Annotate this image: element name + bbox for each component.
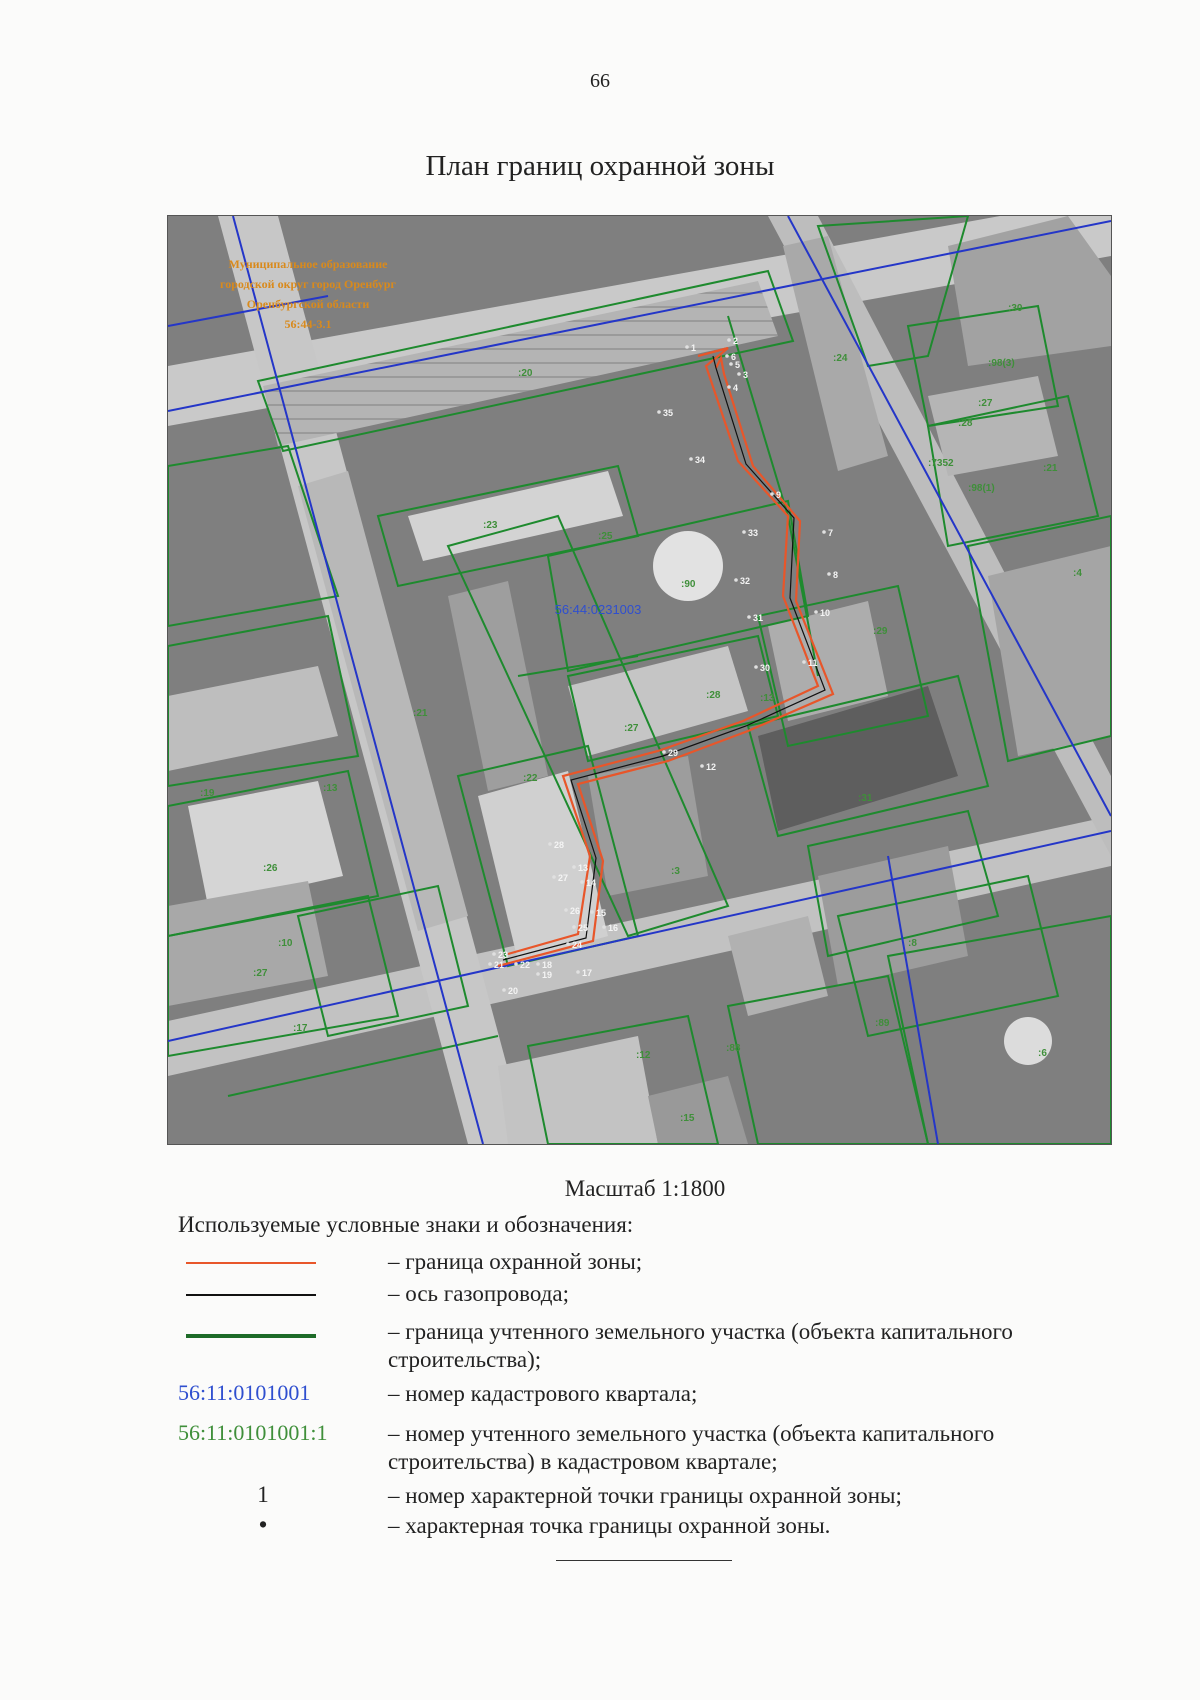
map-canvas [168, 216, 1111, 1144]
legend-heading: Используемые условные знаки и обозначения: [178, 1212, 634, 1237]
municipality-label: городской округ город Оренбург [220, 277, 396, 291]
parcel-number: :21 [1043, 463, 1058, 474]
point-number: 9 [776, 490, 782, 500]
parcel-number: :24 [833, 353, 848, 364]
point-dot [747, 615, 751, 619]
point-dot [566, 942, 570, 946]
legend-symbol: 1 [257, 1482, 269, 1507]
parcel-number: :90 [681, 579, 696, 590]
point-number: 8 [833, 570, 839, 580]
point-dot [662, 750, 666, 754]
parcel-number: :4 [1073, 568, 1082, 579]
point-number: 29 [668, 748, 679, 758]
orange-line-icon [186, 1262, 316, 1264]
point-dot [564, 908, 568, 912]
point-dot [814, 610, 818, 614]
footer-rule [556, 1560, 732, 1561]
point-number: 25 [578, 923, 589, 933]
parcel-number: :21 [413, 708, 428, 719]
point-number: 17 [582, 968, 593, 978]
legend-text: – характерная точка границы охранной зоны. [388, 1512, 1088, 1540]
parcel-number: :29 [873, 626, 888, 637]
quarter-number: 56:44:0231003 [554, 602, 642, 617]
point-number: 24 [572, 940, 583, 950]
point-number: 12 [706, 762, 717, 772]
point-number: 11 [808, 658, 818, 668]
point-number: 32 [740, 576, 751, 586]
point-dot [576, 970, 580, 974]
point-number: 14 [586, 878, 597, 888]
parcel-number: :25 [598, 531, 613, 542]
point-dot [602, 925, 606, 929]
point-dot [657, 410, 661, 414]
legend-text: – номер характерной точки границы охранной зоны; [388, 1482, 1088, 1510]
point-number: 2 [733, 336, 739, 346]
point-dot [502, 988, 506, 992]
point-dot [685, 345, 689, 349]
point-number: 33 [748, 528, 759, 538]
legend-text: – граница учтенного земельного участка (объекта капитального строительства); [388, 1318, 1088, 1374]
legend-text: – граница охранной зоны; [388, 1248, 1088, 1276]
point-dot [754, 665, 758, 669]
point-dot [727, 338, 731, 342]
point-dot [742, 530, 746, 534]
point-dot [572, 865, 576, 869]
black-line-icon [186, 1294, 316, 1296]
legend-text: – номер кадастрового квартала; [388, 1380, 1088, 1408]
municipality-label: Оренбургской области [246, 297, 370, 311]
parcel-number: :27 [624, 723, 639, 734]
point-number: 27 [558, 873, 569, 883]
point-number: 15 [596, 908, 607, 918]
parcel-number: :12 [636, 1050, 651, 1061]
point-dot [737, 372, 741, 376]
scale-label: Масштаб 1:1800 [564, 1176, 726, 1201]
page-title: План границ охранной зоны [425, 150, 775, 182]
point-dot [536, 962, 540, 966]
parcel-number: :15 [680, 1113, 695, 1124]
parcel-number: :19 [200, 788, 215, 799]
parcel-number: :8 [908, 938, 917, 949]
point-dot [725, 354, 729, 358]
point-number: 3 [743, 370, 749, 380]
parcel-number: :23 [483, 520, 498, 531]
point-number: 34 [695, 455, 706, 465]
point-dot [488, 962, 492, 966]
legend-text: – ось газопровода; [388, 1280, 1088, 1308]
parcel-number: :20 [518, 368, 533, 379]
parcel-number: :28 [706, 690, 721, 701]
green-line-icon [186, 1334, 316, 1338]
parcel-number: :17 [293, 1023, 308, 1034]
point-number: 5 [735, 360, 741, 370]
point-number: 31 [753, 613, 764, 623]
municipality-label: 56:44-3.1 [284, 317, 332, 331]
point-dot [770, 492, 774, 496]
parcel-number: :89 [875, 1018, 890, 1029]
point-number: 28 [554, 840, 565, 850]
point-number: 10 [820, 608, 831, 618]
municipality-label: Муниципальное образование [228, 257, 388, 271]
parcel-number: :10 [278, 938, 293, 949]
parcel-number: :13 [323, 783, 338, 794]
parcel-number: :27 [978, 398, 993, 409]
parcel-number: :98(3) [988, 358, 1015, 369]
parcel-number: :3 [671, 866, 680, 877]
point-number: 30 [760, 663, 771, 673]
point-number: 26 [570, 906, 581, 916]
parcel-number: :7352 [928, 458, 954, 469]
point-number: 20 [508, 986, 519, 996]
point-number: 7 [828, 528, 834, 538]
point-dot [492, 952, 496, 956]
point-dot [822, 530, 826, 534]
point-number: 4 [733, 383, 739, 393]
point-dot [580, 880, 584, 884]
point-number: 13 [578, 863, 589, 873]
point-dot-icon: • [258, 1512, 268, 1537]
point-number: 23 [498, 950, 509, 960]
point-number: 1 [691, 343, 697, 353]
parcel-number: :6 [1038, 1048, 1047, 1059]
parcel-number: :28 [958, 418, 973, 429]
point-dot [548, 842, 552, 846]
parcel-number: :22 [523, 773, 538, 784]
page-number: 66 [590, 70, 610, 92]
point-dot [552, 875, 556, 879]
point-number: 18 [542, 960, 553, 970]
point-number: 19 [542, 970, 553, 980]
legend-symbol: 56:11:0101001 [178, 1380, 311, 1405]
parcel-number: :88 [726, 1043, 741, 1054]
point-dot [827, 572, 831, 576]
point-number: 21 [494, 960, 505, 970]
point-dot [700, 764, 704, 768]
legend-text: – номер учтенного земельного участка (объекта капитального строительства) в кадастровом квартале; [388, 1420, 1088, 1476]
point-dot [590, 910, 594, 914]
parcel-number: :26 [263, 863, 278, 874]
point-dot [689, 457, 693, 461]
point-number: 22 [520, 960, 531, 970]
point-dot [734, 578, 738, 582]
point-number: 6 [731, 352, 737, 362]
point-dot [572, 925, 576, 929]
point-dot [729, 362, 733, 366]
cadastral-map[interactable] [167, 215, 1112, 1145]
parcel-number: :98(1) [968, 483, 995, 494]
point-dot [802, 660, 806, 664]
point-dot [514, 962, 518, 966]
parcel-number: :30 [1008, 303, 1023, 314]
point-dot [727, 385, 731, 389]
point-dot [536, 972, 540, 976]
parcel-number: :31 [858, 793, 873, 804]
parcel-number: :13 [760, 693, 775, 704]
parcel-number: :27 [253, 968, 268, 979]
legend-symbol: 56:11:0101001:1 [178, 1420, 328, 1445]
point-number: 35 [663, 408, 674, 418]
point-number: 16 [608, 923, 619, 933]
